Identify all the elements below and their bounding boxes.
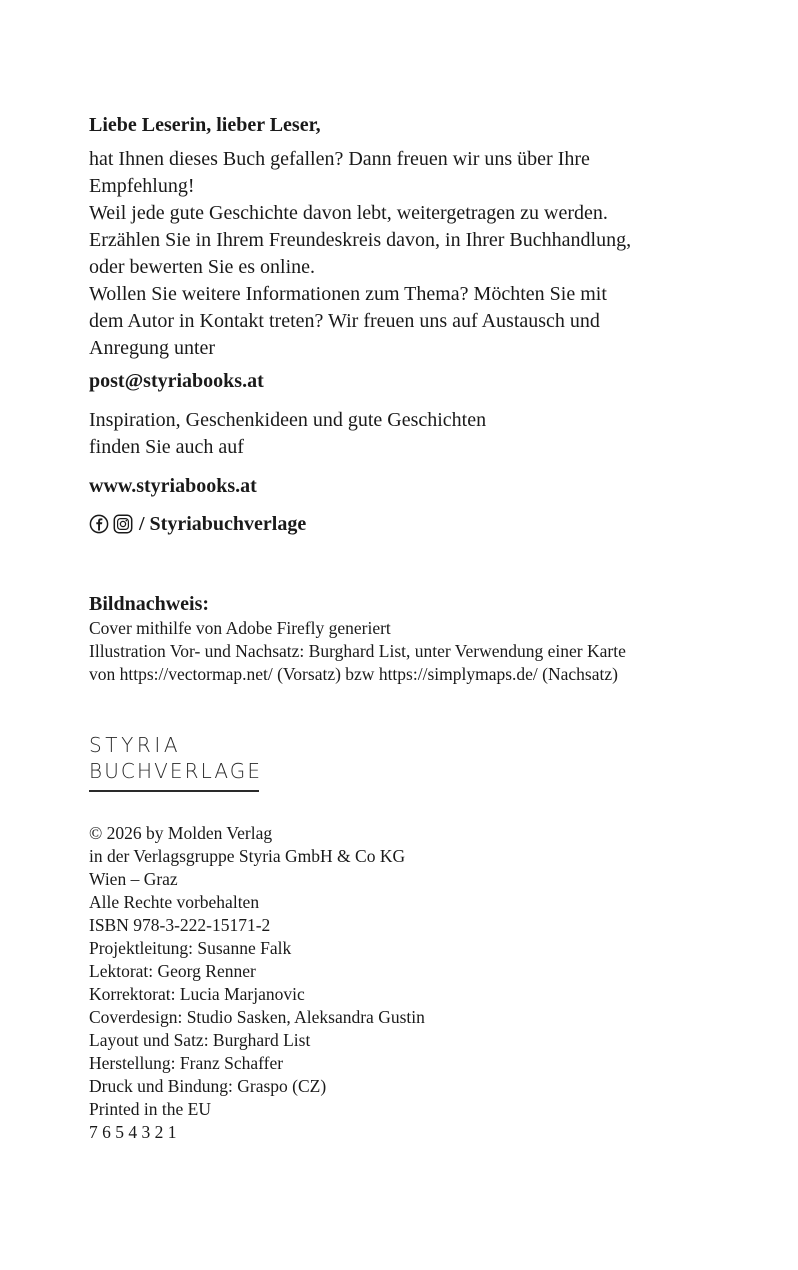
message-line: Wollen Sie weitere Informationen zum Thema? Möchten Sie mit xyxy=(89,283,607,305)
inspiration-line: Inspiration, Geschenkideen und gute Geschichten xyxy=(89,409,487,431)
message-line: dem Autor in Kontakt treten? Wir freuen uns auf Austausch und xyxy=(89,310,600,332)
facebook-icon xyxy=(89,514,109,534)
inspiration-line: finden Sie auch auf xyxy=(89,436,244,458)
contact-email: post@styriabooks.at xyxy=(89,370,264,392)
message-line: Empfehlung! xyxy=(89,175,195,197)
imprint-line: Druck und Bindung: Graspo (CZ) xyxy=(89,1076,327,1096)
credit-line: Illustration Vor- und Nachsatz: Burghard List, unter Verwendung einer Karte xyxy=(89,641,626,661)
imprint-line: Projektleitung: Susanne Falk xyxy=(89,938,292,958)
message-line: hat Ihnen dieses Buch gefallen? Dann freuen wir uns über Ihre xyxy=(89,148,590,170)
website-link: www.styriabooks.at xyxy=(89,475,257,497)
imprint-line: in der Verlagsgruppe Styria GmbH & Co KG xyxy=(89,846,406,866)
credit-line: Cover mithilfe von Adobe Firefly generiert xyxy=(89,618,391,638)
credit-line: von https://vectormap.net/ (Vorsatz) bzw https://simplymaps.de/ (Nachsatz) xyxy=(89,664,618,684)
imprint-line: Lektorat: Georg Renner xyxy=(89,961,256,981)
logo-underline xyxy=(89,790,259,792)
instagram-icon xyxy=(113,514,133,534)
inspiration-text xyxy=(89,407,486,461)
message-line: Weil jede gute Geschichte davon lebt, weitergetragen zu werden. xyxy=(89,202,608,224)
logo-line-2: BUCHVERLAGE xyxy=(89,759,263,783)
imprint-line: Coverdesign: Studio Sasken, Aleksandra Gustin xyxy=(89,1007,425,1027)
greeting-heading: Liebe Leserin, lieber Leser, xyxy=(89,114,321,136)
imprint-line: Layout und Satz: Burghard List xyxy=(89,1030,311,1050)
social-media-row xyxy=(89,512,306,536)
imprint-line: Alle Rechte vorbehalten xyxy=(89,892,260,912)
imprint-line: Herstellung: Franz Schaffer xyxy=(89,1053,284,1073)
social-handle: / Styriabuchverlage xyxy=(139,512,307,535)
image-credits xyxy=(89,617,626,686)
reader-message xyxy=(89,146,749,362)
message-line: Anregung unter xyxy=(89,337,216,359)
imprint-line: © 2026 by Molden Verlag xyxy=(89,823,273,843)
imprint-line: Korrektorat: Lucia Marjanovic xyxy=(89,984,305,1004)
imprint-line: Printed in the EU xyxy=(89,1099,211,1119)
imprint-line: 7 6 5 4 3 2 1 xyxy=(89,1122,177,1142)
imprint-line: ISBN 978-3-222-15171-2 xyxy=(89,915,271,935)
image-credits-heading: Bildnachweis: xyxy=(89,593,210,615)
message-line: oder bewerten Sie es online. xyxy=(89,256,316,278)
logo-line-1: STYRIA xyxy=(89,733,182,757)
publisher-logo xyxy=(89,733,261,792)
message-line: Erzählen Sie in Ihrem Freundeskreis davon, in Ihrer Buchhandlung, xyxy=(89,229,632,251)
imprint-line: Wien – Graz xyxy=(89,869,178,889)
imprint-details xyxy=(89,822,425,1144)
